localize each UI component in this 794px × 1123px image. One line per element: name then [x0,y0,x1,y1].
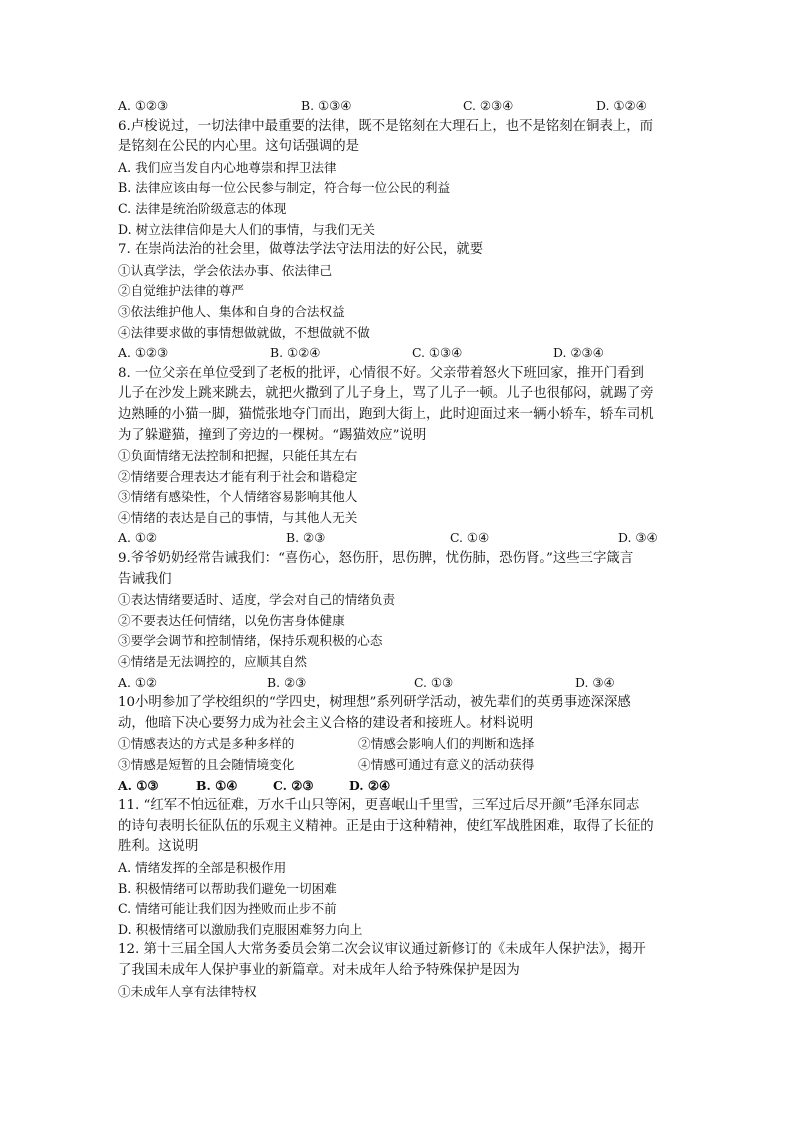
q8-stem-line3: 边熟睡的小猫一脚，猫慌张地夺门而出，跑到大街上，此时迎面过来一辆小轿车，轿车司机 [118,406,654,422]
q8-item-1: ①负面情绪无法控制和把握，只能任其左右 [118,448,358,464]
q8-option-b: B. ②③ [286,530,326,546]
q12-stem-line1: 12. 第十三届全国人大常务委员会第二次会议审议通过新修订的《未成年人保护法》，揭开 [118,942,646,958]
q11-choice-a: A. 情绪发挥的全部是积极作用 [118,859,287,875]
q8-item-3: ③情绪有感染性，个人情绪容易影响其他人 [118,489,358,505]
q8-option-a: A. ①② [118,530,158,546]
q9-stem-line1: 9.爷爷奶奶经常告诫我们：“喜伤心，怒伤肝，思伤脾，忧伤肺，恐伤肾。”这些三字箴言 [118,551,634,567]
q10-item-4: ④情感可通过有意义的活动获得 [358,757,535,772]
q9-stem-line2: 告诫我们 [118,571,172,587]
q9-item-3: ③要学会调节和控制情绪，保持乐观积极的心态 [118,633,383,649]
q7-options [118,343,680,364]
q8-item-2: ②情绪要合理表达才能有利于社会和谐稳定 [118,468,358,484]
q9-item-1: ①表达情绪要适时、适度，学会对自己的情绪负责 [118,592,396,608]
q8-stem-line2: 儿子在沙发上跳来跳去，就把火撒到了儿子身上，骂了儿子一顿。儿子也很郁闷，就踢了旁 [118,386,654,402]
q7-item-2: ②自觉维护法律的尊严 [118,283,244,299]
q11-choice-d: D. 积极情绪可以激励我们克服困难努力向上 [118,921,363,937]
q9-item-4: ④情绪是无法调控的，应顺其自然 [118,654,307,670]
q6-choice-c: C. 法律是统治阶级意志的体现 [118,200,287,216]
q10-option-d: D. ②④ [349,777,391,793]
q10-item-1: ①情感表达的方式是多种多样的 [118,736,295,752]
q10-option-b: B. ①④ [196,777,238,793]
q9-options [118,673,680,694]
q7-stem: 7. 在崇尚法治的社会里，做尊法学法守法用法的好公民，就要 [118,242,484,258]
q7-option-c: C. ①③④ [412,345,463,361]
q6-stem-line1: 6.卢梭说过，一切法律中最重要的法律，既不是铭刻在大理石上，也不是铭刻在铜表上，而 [118,118,654,134]
exam-page [118,96,680,1002]
q10-option-a: A. ①③ [118,777,159,793]
q12-stem-line2: 了我国未成年人保护事业的新篇章。对未成年人给予特殊保护是因为 [118,962,520,978]
q5-option-c: C. ②③④ [463,98,514,113]
q7-option-b: B. ①②④ [270,345,321,361]
q10-item-3: ③情感是短暂的且会随情境变化 [118,757,295,772]
q10-stem-line1: 10小明参加了学校组织的“学四史，树理想”系列研学活动，被先辈们的英勇事迹深深感 [118,695,631,711]
q9-option-b: B. ②③ [267,674,307,690]
q6-choice-b: B. 法律应该由每一位公民参与制定，符合每一位公民的利益 [118,180,451,196]
q8-option-c: C. ①④ [450,530,490,546]
q11-choice-b: B. 积极情绪可以帮助我们避免一切困难 [118,880,337,896]
q9-option-d: D. ③④ [575,674,615,690]
q8-option-d: D. ③④ [618,530,658,546]
q8-item-4: ④情绪的表达是自己的事情，与其他人无关 [118,509,358,525]
q6-choice-d: D. 树立法律信仰是大人们的事情，与我们无关 [118,221,375,237]
q5-options [118,96,680,117]
q9-option-c: C. ①③ [414,674,454,690]
q7-option-d: D. ②③④ [553,345,604,361]
q10-stem-line2: 动，他暗下决心要努力成为社会主义合格的建设者和接班人。材料说明 [118,715,534,731]
q7-item-1: ①认真学法，学会依法办事、依法律己 [118,262,333,278]
q11-choice-c: C. 情绪可能让我们因为挫败而止步不前 [118,901,337,917]
q9-item-2: ②不要表达任何情绪，以免伤害身体健康 [118,612,345,628]
q12-item-1: ①未成年人享有法律特权 [118,983,257,999]
q7-item-3: ③依法维护他人、集体和自身的合法权益 [118,303,345,319]
q9-option-a: A. ①② [118,674,158,690]
q10-option-c: C. ②③ [273,777,314,793]
q10-items-row2 [118,755,680,776]
q11-stem-line3: 胜利。这说明 [118,839,199,855]
q11-stem-line2: 的诗句表明长征队伍的乐观主义精神。正是由于这种精神，使红军战胜困难，取得了长征的 [118,818,654,834]
q7-option-a: A. ①②③ [118,345,169,361]
q11-stem-line1: 11. “红军不怕远征难，万水千山只等闲，更喜岷山千里雪，三军过后尽开颜”毛泽东同志 [118,798,640,814]
q6-stem-line2: 是铭刻在公民的内心里。这句话强调的是 [118,139,360,155]
q10-items-row1 [118,734,680,755]
q8-stem-line4: 为了躲避猫，撞到了旁边的一棵树。“踢猫效应”说明 [118,427,427,443]
q10-options [118,776,680,797]
q5-option-d: D. ①②④ [596,98,647,113]
q10-item-2: ②情感会影响人们的判断和选择 [358,736,535,752]
q8-options [118,528,680,549]
q5-option-a: A. ①②③ [118,98,169,113]
q5-option-b: B. ①③④ [301,98,352,113]
q6-choice-a: A. 我们应当发自内心地尊崇和捍卫法律 [118,159,337,175]
q8-stem-line1: 8. 一位父亲在单位受到了老板的批评，心情很不好。父亲带着怒火下班回家，推开门看到 [118,365,644,381]
q7-item-4: ④法律要求做的事情想做就做，不想做就不做 [118,324,370,340]
